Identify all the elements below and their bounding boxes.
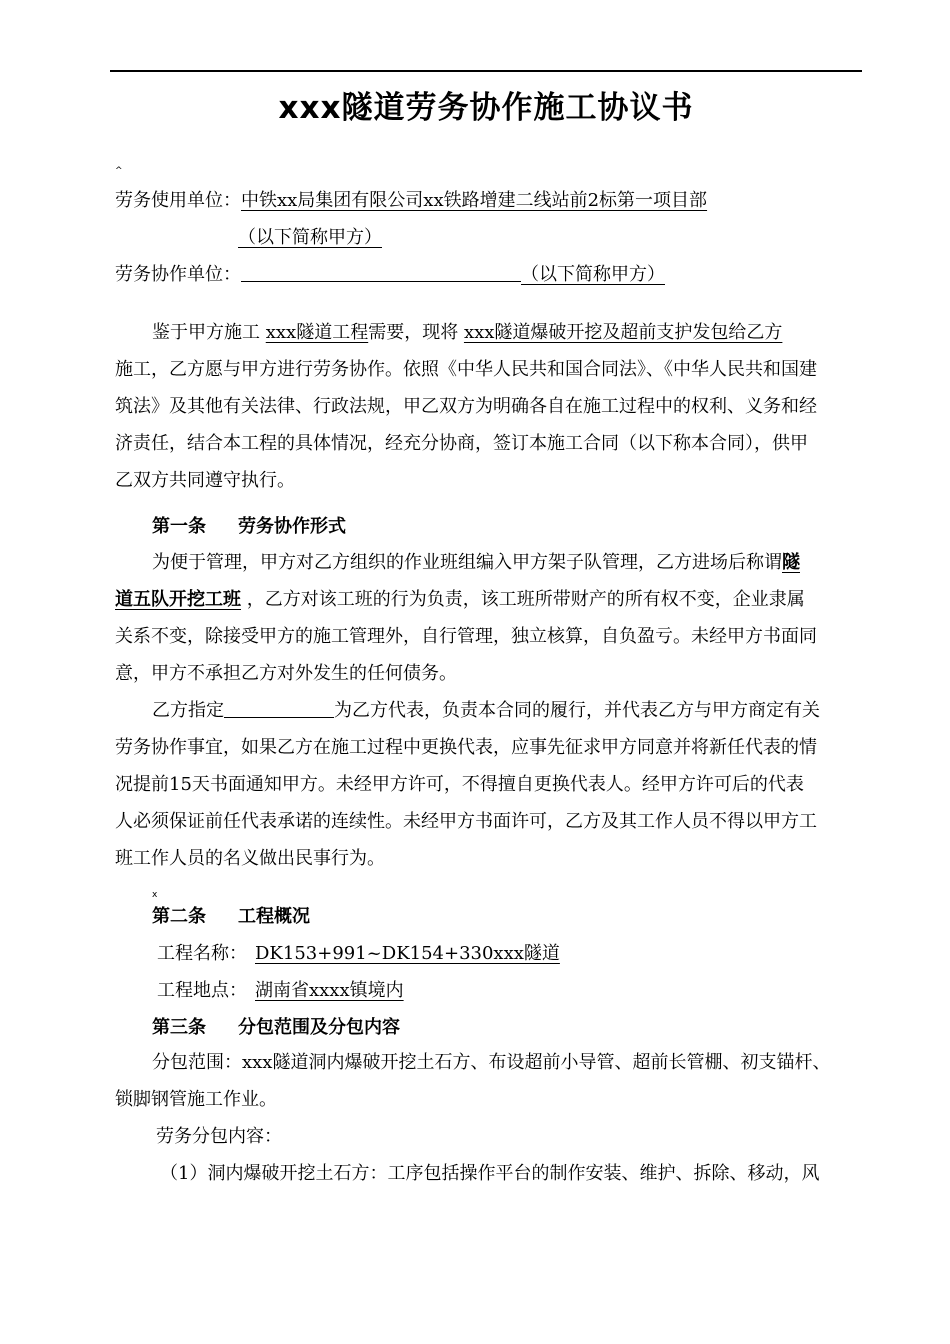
article-2-num: 第二条	[152, 906, 206, 927]
intro-line-3: 筑法》及其他有关法律、行政法规，甲乙双方为明确各自在施工过程中的权利、义务和经	[115, 396, 817, 417]
team-name-part-2: 道五队开挖工班	[115, 589, 241, 610]
content-label: 劳务分包内容：	[156, 1126, 282, 1147]
article-1-p2-text-1: 乙方指定	[152, 700, 224, 721]
intro-scope: xxx隧道爆破开挖及超前支护发包给乙方	[463, 322, 783, 343]
party-b-note: （以下简称甲方）	[521, 264, 665, 285]
party-b-blank	[241, 263, 521, 282]
project-name-label: 工程名称：	[157, 943, 247, 964]
article-1-line-4: 意，甲方不承担乙方对外发生的任何债务。	[115, 663, 457, 684]
project-location-label: 工程地点：	[157, 980, 247, 1001]
intro-line-4: 济责任，结合本工程的具体情况，经充分协商，签订本施工合同（以下称本合同），供甲	[115, 433, 808, 454]
article-3-num: 第三条	[152, 1017, 206, 1038]
intro-line-5: 乙双方共同遵守执行。	[115, 470, 295, 491]
article-1-para-2	[115, 692, 860, 877]
scope-line-2: 锁脚钢管施工作业。	[115, 1089, 277, 1110]
header-rule	[110, 70, 862, 72]
article-1-p2-line-4: 人必须保证前任代表承诺的连续性。未经甲方书面许可，乙方及其工作人员不得以甲方工	[115, 811, 817, 832]
stray-x-mark: x	[152, 890, 158, 900]
article-2-title: 工程概况	[238, 906, 310, 927]
article-1-text-2: ，乙方对该工班的行为负责，该工班所带财产的所有权不变，企业隶属	[246, 589, 805, 610]
party-a-note: （以下简称甲方）	[238, 227, 382, 248]
document-title: xxx隧道劳务协作施工协议书	[278, 90, 694, 126]
article-3-heading	[152, 1013, 400, 1039]
article-3-scope	[115, 1044, 860, 1192]
article-1-line-3: 关系不变，除接受甲方的施工管理外，自行管理，独立核算，自负盈亏。未经甲方书面同	[115, 626, 817, 647]
article-1-para-1	[115, 544, 860, 692]
article-3-title: 分包范围及分包内容	[238, 1017, 400, 1038]
intro-paragraph	[115, 314, 860, 499]
scope-line-1: 分包范围：xxx隧道洞内爆破开挖土石方、布设超前小导管、超前长管棚、初支锚杆、	[152, 1052, 831, 1073]
party-a-value: 中铁xx局集团有限公司xx铁路增建二线站前2标第一项目部	[241, 190, 708, 211]
article-1-p2-text-2: 为乙方代表，负责本合同的履行，并代表乙方与甲方商定有关	[334, 700, 820, 721]
article-1-heading	[152, 512, 346, 538]
article-1-title: 劳务协作形式	[238, 516, 346, 537]
project-location-value: 湖南省xxxx镇境内	[255, 980, 404, 1001]
intro-text-2: 需要，现将	[368, 322, 459, 343]
article-1-p2-line-2: 劳务协作事宜，如果乙方在施工过程中更换代表，应事先征求甲方同意并将新任代表的情	[115, 737, 817, 758]
party-a-label: 劳务使用单位：	[115, 190, 241, 211]
article-2-heading	[152, 902, 310, 928]
intro-project: xxx隧道工程	[265, 322, 369, 343]
article-1-num: 第一条	[152, 516, 206, 537]
intro-text-1: 鉴于甲方施工	[152, 322, 260, 343]
article-1-p2-line-3: 况提前15天书面通知甲方。未经甲方许可，不得擅自更换代表人。经甲方许可后的代表	[115, 774, 804, 795]
project-location-row	[157, 976, 424, 1002]
article-1-text-1: 为便于管理，甲方对乙方组织的作业班组编入甲方架子队管理，乙方进场后称谓	[152, 552, 782, 573]
content-item-1: （1）洞内爆破开挖土石方：工序包括操作平台的制作安装、维护、拆除、移动，风	[160, 1163, 820, 1184]
team-name-part-1: 隧	[782, 552, 800, 573]
party-a-row	[115, 186, 707, 212]
stray-caret-mark: ^	[115, 166, 123, 176]
project-name-row	[157, 939, 568, 965]
project-name-value: DK153+991~DK154+330xxx隧道	[255, 943, 560, 964]
party-b-label: 劳务协作单位：	[115, 264, 241, 285]
intro-line-2: 施工，乙方愿与甲方进行劳务协作。依照《中华人民共和国合同法》、《中华人民共和国建	[115, 359, 817, 380]
representative-blank	[224, 699, 334, 718]
party-b-row	[115, 260, 665, 286]
article-1-p2-line-5: 班工作人员的名义做出民事行为。	[115, 848, 385, 869]
